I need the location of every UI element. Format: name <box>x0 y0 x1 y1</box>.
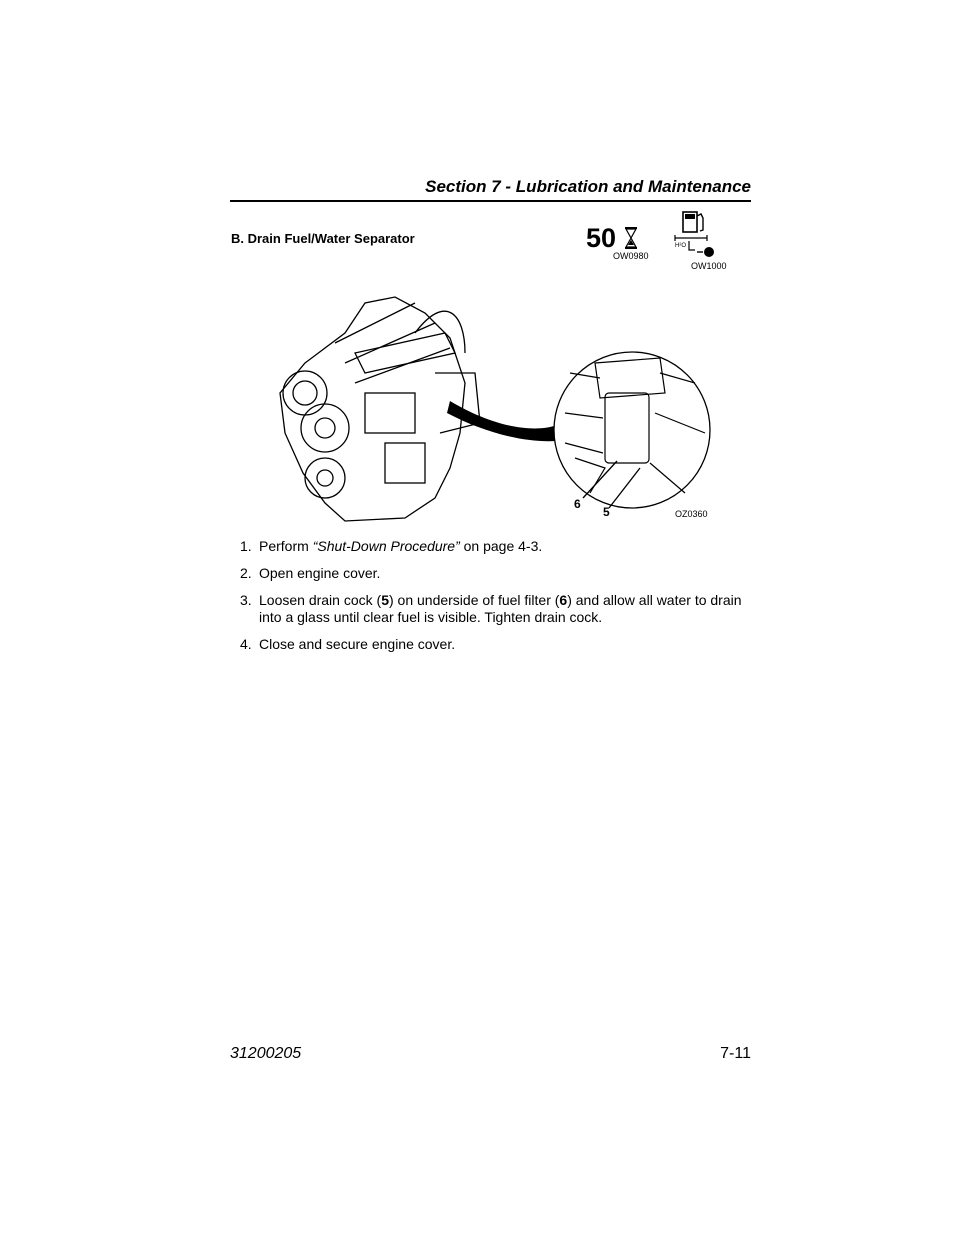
interval-hours: 50 <box>586 223 617 253</box>
header-rule <box>230 200 751 202</box>
engine-fuel-filter-illustration <box>265 293 725 523</box>
doc-number: 31200205 <box>230 1045 302 1062</box>
hourglass-icon <box>624 227 638 249</box>
step-4: 4. Close and secure engine cover. <box>240 636 456 652</box>
subsection-title: B. Drain Fuel/Water Separator <box>231 231 415 246</box>
cross-reference-link: “Shut-Down Procedure” <box>312 538 460 554</box>
callout-5: 5 <box>603 505 610 519</box>
fuel-icon-code: OW1000 <box>691 261 727 271</box>
page-number: 7-11 <box>720 1045 751 1062</box>
callout-6: 6 <box>574 497 581 511</box>
step-1: 1. Perform “Shut-Down Procedure” on page 4-3. <box>240 538 543 554</box>
step-2: 2. Open engine cover. <box>240 565 381 581</box>
procedure-steps <box>231 538 751 663</box>
fuel-icon-water: H²O <box>675 243 686 249</box>
diesel-fuel-water-drain-icon <box>673 210 719 260</box>
figure-code: OZ0360 <box>675 509 708 519</box>
hours-icon-code: OW0980 <box>613 251 649 261</box>
step-3: 3. Loosen drain cock (5) on underside of fuel filter (6) and allow all water to drain into a glass until clear fuel is visible. Tighten drain cock. <box>240 592 742 625</box>
fuel-icon-letter: D <box>686 220 692 229</box>
section-title: Section 7 - Lubrication and Maintenance <box>425 177 751 196</box>
